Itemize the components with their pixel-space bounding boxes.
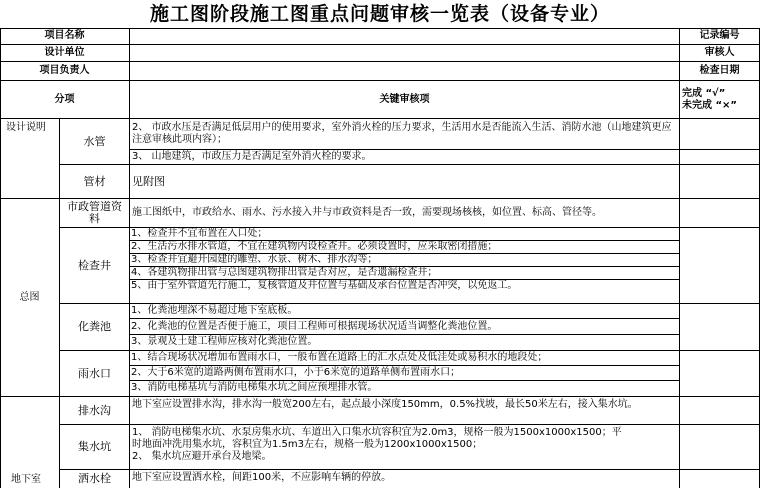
- row-label-sump-pit: 集水坑: [60, 425, 130, 470]
- status-cell-water-pipe-2[interactable]: [680, 119, 760, 150]
- page-title: 施工图阶段施工图重点问题审核一览表（设备专业）: [149, 3, 610, 25]
- row-label-septic-tank: 化粪池: [60, 304, 130, 351]
- sprinkler-tap-text-body: 地下室应设置洒水栓，间距100米，不应影响车辆的停放。: [132, 472, 392, 483]
- status-cell-rainwater-inlet[interactable]: [680, 351, 760, 397]
- status-cell-water-pipe-3[interactable]: [680, 150, 760, 165]
- row-label-drain-ditch: 排水沟: [60, 397, 130, 425]
- water-pipe-item-2: [130, 119, 680, 150]
- rainwater-inlet-item: 2、大于6米宽的道路两侧布置雨水口，小于6米宽的道路单侧布置雨水口；: [130, 366, 679, 381]
- municipal-pipe-text: 施工图纸中，市政给水、雨水、污水接入井与市政资料是否一致，需要现场核核，如位置、标高、管径等。: [130, 199, 680, 228]
- inspection-well-list: [130, 228, 680, 304]
- project-name-value[interactable]: [130, 28, 680, 45]
- status-cell-sprinkler-tap[interactable]: [680, 470, 760, 488]
- category-header: 分项: [0, 81, 130, 119]
- rainwater-inlet-item: 1、结合现场状况增加布置雨水口，一般布置在道路上的汇水点处及低洼处或易积水的地段处；: [130, 351, 679, 366]
- sump-pit-line: 时地面冲洗用集水坑，容积宜为1.5m3左右，规格一般为1200x1000x1500；: [132, 439, 483, 450]
- row-label-water-pipe: 水管: [60, 119, 130, 165]
- row-label-rainwater-inlet: 雨水口: [60, 351, 130, 397]
- record-no-label: 记录编号: [680, 28, 760, 45]
- project-lead-label: 项目负责人: [0, 62, 130, 81]
- row-label-sprinkler-tap: 洒水栓: [60, 470, 130, 488]
- done-header: [680, 81, 760, 119]
- section-design-notes: [0, 119, 60, 199]
- pipe-material-text: 见附图: [130, 165, 680, 199]
- section-site-plan-label: 总图: [19, 291, 40, 303]
- water-pipe-item-3: 3、 山地建筑，市政压力是否满足室外消火栓的要求。: [130, 150, 680, 165]
- design-unit-value[interactable]: [130, 45, 680, 62]
- not-done-label: 未完成 “×”: [682, 100, 738, 111]
- inspection-well-item: 4、各建筑物排出管与总图建筑物排出管是否对应，是否遗漏检查井；: [130, 267, 679, 280]
- project-lead-value[interactable]: [130, 62, 680, 81]
- septic-tank-item: 1、化粪池埋深不易超过地下室底板。: [130, 304, 679, 319]
- project-name-label: 项目名称: [0, 28, 130, 45]
- done-label: 完成 “√”: [682, 88, 726, 99]
- status-cell-municipal-pipe[interactable]: [680, 199, 760, 228]
- inspection-well-item: 1、检查井不宜布置在入口处；: [130, 228, 679, 241]
- row-label-municipal-pipe: 市政管道资料: [60, 199, 130, 228]
- status-cell-drain-ditch[interactable]: [680, 397, 760, 425]
- section-basement-label: 地下室: [11, 474, 41, 485]
- sump-pit-line: 2、 集水坑应避开承台及地梁。: [132, 451, 272, 462]
- septic-tank-list: [130, 304, 680, 351]
- sump-pit-line: 1、 消防电梯集水坑、水泵房集水坑、车道出入口集水坑容积宜为2.0m3，规格一般为1500x1000x1500；平: [132, 427, 622, 438]
- reviewer-label: 审核人: [680, 45, 760, 62]
- septic-tank-item: 3、景观及土建工程师应核对化粪池位置。: [131, 336, 318, 347]
- drain-ditch-text: [130, 397, 680, 425]
- status-cell-pipe-material[interactable]: [680, 165, 760, 199]
- section-design-notes-label: 设计说明: [6, 122, 46, 133]
- status-cell-inspection-well[interactable]: [680, 228, 760, 304]
- design-unit-label: 设计单位: [0, 45, 130, 62]
- inspection-well-item: 3、检查井宜避开园建的雕塑、水景、树木、排水沟等；: [130, 254, 679, 267]
- section-site-plan: [0, 199, 60, 397]
- inspection-well-item: 5、由于室外管道先行施工，复核管道及井位置与基础及承台位置是否冲突，以免返工。: [131, 280, 518, 291]
- inspection-well-item: 2、生活污水排水管道，不宜在建筑物内设检查井。必须设置时，应采取密闭措施；: [130, 241, 679, 254]
- rainwater-inlet-item: 3、消防电梯基坑与消防电梯集水坑之间应预埋排水管。: [131, 382, 378, 393]
- septic-tank-item: 2、化粪池的位置是否便于施工，项目工程师可根据现场状况适当调整化粪池位置。: [130, 319, 679, 335]
- status-cell-septic-tank[interactable]: [680, 304, 760, 351]
- check-date-label: 检查日期: [680, 62, 760, 81]
- section-basement: [0, 397, 60, 488]
- sprinkler-tap-text: [130, 470, 680, 488]
- rainwater-inlet-list: [130, 351, 680, 397]
- water-pipe-item-2-text: 2、 市政水压是否满足低层用户的使用要求，室外消火栓的压力要求，生活用水是否能流入生活、消防水池（山地建筑更应注意审核此项内容）；: [132, 122, 672, 145]
- status-cell-sump-pit[interactable]: [680, 425, 760, 470]
- drain-ditch-text-body: 地下室应设置排水沟，排水沟一般宽200左右，起点最小深度150mm，0.5%找坡，最长50米左右，接入集水坑。: [132, 399, 638, 410]
- row-label-pipe-material: 管材: [60, 165, 130, 199]
- row-label-inspection-well: 检查井: [60, 228, 130, 304]
- key-items-header: 关键审核项: [130, 81, 680, 119]
- sump-pit-text: [130, 425, 680, 470]
